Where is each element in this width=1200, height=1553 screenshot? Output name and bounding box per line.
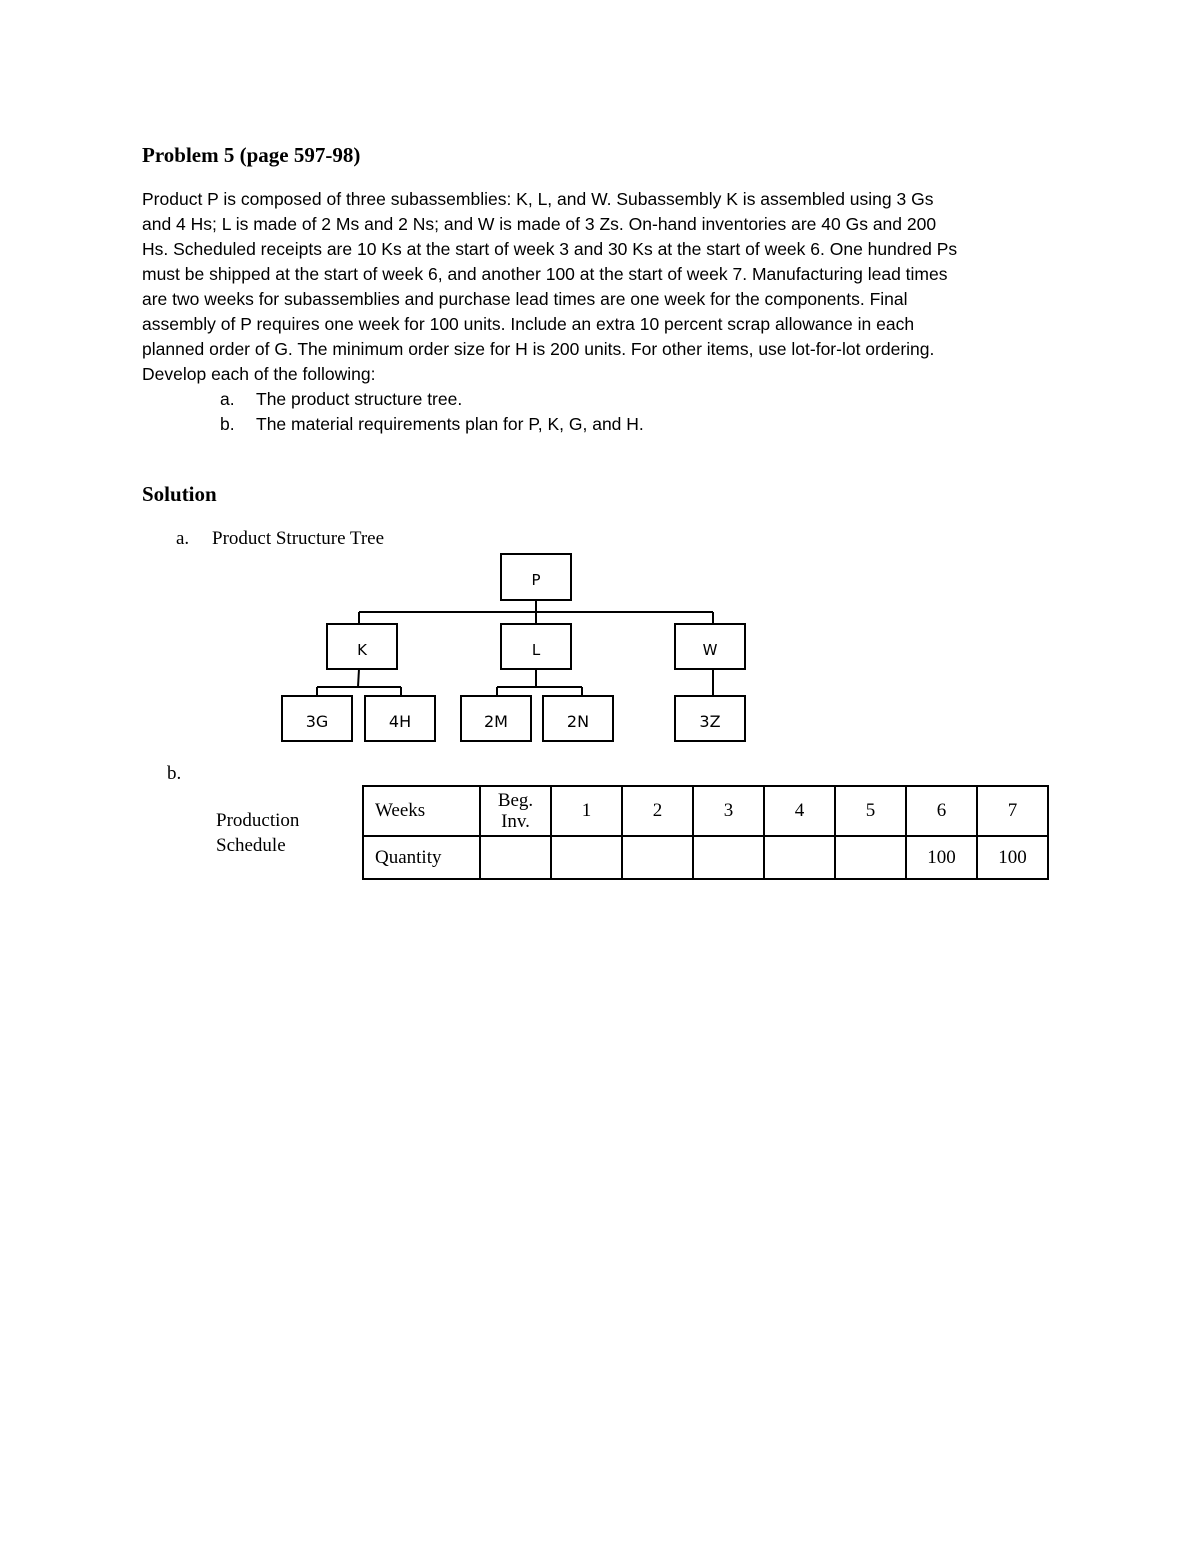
table-cell (764, 836, 835, 879)
task-item-text: The material requirements plan for P, K, G, and H. (256, 414, 644, 434)
problem-title: Problem 5 (page 597-98) (142, 143, 361, 167)
node-label: 2N (566, 712, 590, 731)
node-label: P (531, 571, 541, 589)
tree-node-k (327, 624, 397, 669)
tree-node-2m (461, 696, 531, 741)
solution-heading: Solution (142, 482, 217, 506)
problem-line: Develop each of the following: (142, 364, 376, 384)
table-cell: 100 (977, 836, 1048, 879)
task-item-text: The product structure tree. (256, 389, 463, 409)
week-header: 4 (764, 786, 835, 836)
schedule-label-line2: Schedule (216, 835, 286, 856)
week-header: 6 (906, 786, 977, 836)
node-label: L (531, 641, 541, 659)
problem-line: are two weeks for subassemblies and purchase lead times are one week for the components. Final (142, 289, 908, 309)
task-item-label: b. (220, 414, 235, 434)
node-label: 4H (388, 712, 412, 731)
week-header: 5 (835, 786, 906, 836)
weeks-header: Weeks (363, 786, 480, 836)
table-cell (480, 836, 551, 879)
tree-node-3z (675, 696, 745, 741)
quantity-label: Quantity (363, 836, 480, 879)
table-row (363, 836, 1048, 879)
table-header-row (363, 786, 1048, 836)
beg-inv-line2: Inv. (501, 811, 530, 832)
week-header: 2 (622, 786, 693, 836)
table-cell (693, 836, 764, 879)
node-label: 3G (305, 712, 329, 731)
node-label: 3Z (699, 712, 721, 731)
table-cell: 100 (906, 836, 977, 879)
node-label: W (702, 641, 718, 659)
beg-inv-header (480, 786, 551, 836)
tree-node-3g (282, 696, 352, 741)
part-a-title: Product Structure Tree (212, 528, 385, 549)
problem-line: and 4 Hs; L is made of 2 Ms and 2 Ns; and W is made of 3 Zs. On-hand inventories are 40 Gs and 200 (142, 214, 937, 234)
tree-node-w (675, 624, 745, 669)
node-label: K (357, 641, 367, 659)
product-structure-tree (0, 0, 1200, 760)
table-cell (622, 836, 693, 879)
tree-node-root (501, 554, 571, 600)
week-header: 7 (977, 786, 1048, 836)
part-a-label: a. (176, 528, 190, 549)
production-schedule-table (362, 785, 1049, 880)
problem-line: Hs. Scheduled receipts are 10 Ks at the start of week 3 and 30 Ks at the start of week 6. One hundred Ps (142, 239, 958, 259)
task-item-label: a. (220, 389, 235, 409)
week-header: 1 (551, 786, 622, 836)
tree-node-l (501, 624, 571, 669)
beg-inv-line1: Beg. (497, 790, 534, 811)
part-b-label: b. (167, 763, 182, 784)
table-cell (551, 836, 622, 879)
node-label: 2M (484, 712, 508, 731)
table-cell (835, 836, 906, 879)
tree-node-2n (543, 696, 613, 741)
problem-line: must be shipped at the start of week 6, and another 100 at the start of week 7. Manufacturing lead times (142, 264, 948, 284)
tree-node-4h (365, 696, 435, 741)
problem-line: assembly of P requires one week for 100 units. Include an extra 10 percent scrap allowance in each (142, 314, 915, 334)
problem-line: Product P is composed of three subassemblies: K, L, and W. Subassembly K is assembled using 3 Gs (142, 189, 934, 209)
schedule-label-line1: Production (216, 810, 300, 831)
week-header: 3 (693, 786, 764, 836)
problem-line: planned order of G. The minimum order size for H is 200 units. For other items, use lot-for-lot ordering. (142, 339, 935, 359)
